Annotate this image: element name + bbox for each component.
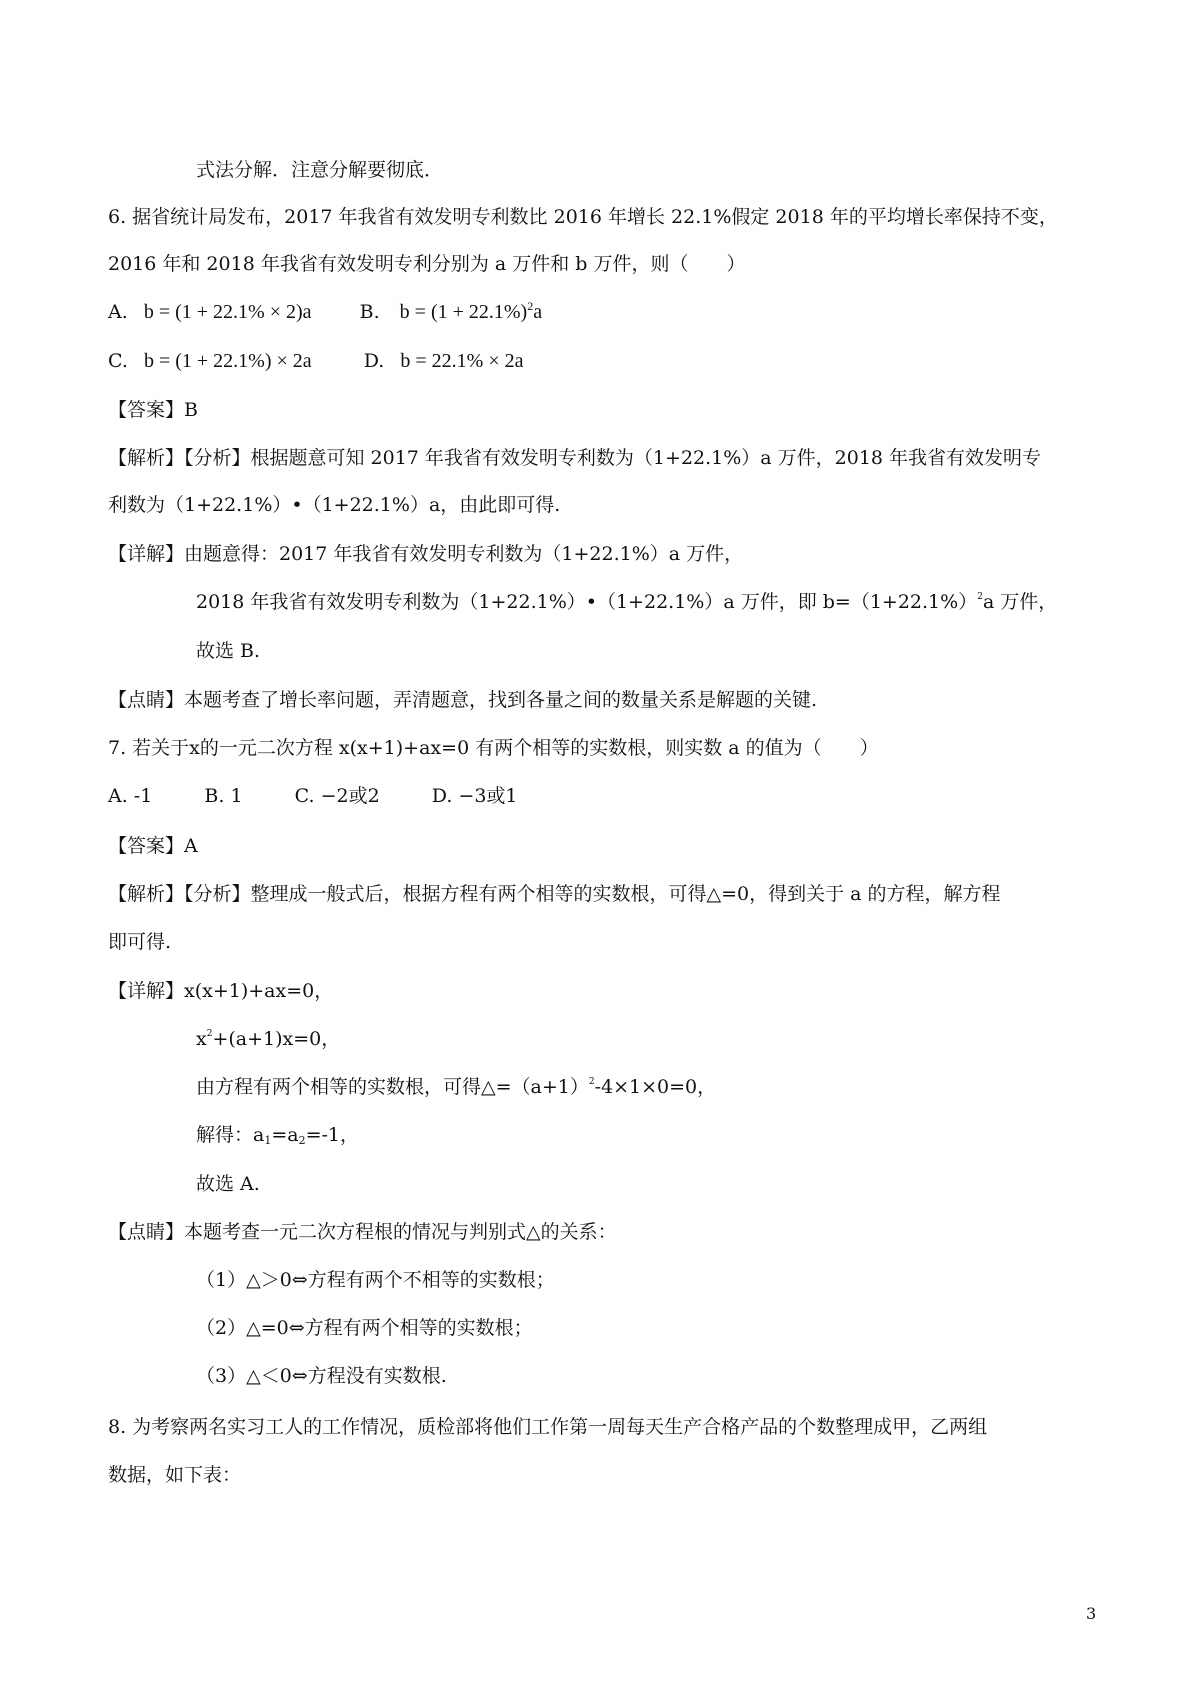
question-6-stem-line-2: 2016 年和 2018 年我省有效发明专利分别为 a 万件和 b 万件，则（ ）: [108, 253, 746, 275]
question-6-analysis-line-2: 利数为（1+22.1%）•（1+22.1%）a，由此即可得.: [108, 494, 561, 516]
question-7-options: [108, 782, 518, 810]
question-7-answer: 【答案】A: [108, 835, 198, 857]
option-c-label: C.: [108, 350, 128, 372]
option-d-label: D.: [363, 350, 385, 372]
text-line: 式法分解．注意分解要彻底．: [196, 159, 444, 181]
option-b: B. 1: [204, 785, 243, 807]
question-7-detail-line-5: 故选 A.: [196, 1173, 260, 1195]
question-8-stem-line-1: 8. 为考察两名实习工人的工作情况，质检部将他们工作第一周每天生产合格产品的个数整理成甲，乙两组: [108, 1416, 988, 1438]
option-b-label: B.: [359, 301, 380, 323]
question-7-comment-item-2: （2）△=0⇔方程有两个相等的实数根；: [196, 1317, 533, 1339]
question-7-stem: 7. 若关于x的一元二次方程 x(x+1)+ax=0 有两个相等的实数根，则实数 a 的值为（ ）: [108, 737, 879, 759]
question-6-detail-line-3: 故选 B.: [196, 640, 261, 662]
question-7-analysis-line-1: 【解析】【分析】整理成一般式后，根据方程有两个相等的实数根，可得△=0，得到关于 a 的方程，解方程: [108, 883, 1001, 905]
question-7-detail-line-2: $x^2+(a+1)x=0$，: [196, 1028, 341, 1050]
question-6-stem-line-1: 6. 据省统计局发布，2017 年我省有效发明专利数比 2016 年增长 22.1%假定 2018 年的平均增长率保持不变，: [108, 206, 1058, 228]
option-c: C. −2或2: [294, 785, 380, 807]
question-6-detail-line-2: 2018 年我省有效发明专利数为（1+22.1%）•（1+22.1%）a 万件，即 $b=(1+22.1\%)^2a$ 万件，: [196, 591, 1058, 613]
question-6-analysis-line-1: 【解析】【分析】根据题意可知 2017 年我省有效发明专利数为（1+22.1%）a 万件，2018 年我省有效发明专: [108, 447, 1042, 469]
question-7-analysis-line-2: 即可得.: [108, 931, 172, 953]
page-number: 3: [1086, 1604, 1097, 1623]
option-d-formula: b = 22.1% × 2a: [400, 350, 524, 372]
option-d: D. −3或1: [431, 785, 518, 807]
question-7-comment-item-3: （3）△＜0⇔方程没有实数根.: [196, 1365, 447, 1387]
option-a: A. -1: [108, 785, 153, 807]
option-b-formula: $b = (1 + 22.1\%)^2a$: [399, 299, 543, 323]
question-8-stem-line-2: 数据，如下表：: [108, 1464, 242, 1486]
option-a-label: A.: [108, 301, 128, 323]
option-a-formula: b = (1 + 22.1% × 2)a: [143, 301, 312, 323]
question-6-answer: 【答案】B: [108, 399, 198, 421]
question-6-detail-line-1: 【详解】由题意得：2017 年我省有效发明专利数为（1+22.1%）a 万件，: [108, 543, 744, 565]
question-7-comment-item-1: （1）△＞0⇔方程有两个不相等的实数根；: [196, 1269, 555, 1291]
question-6-options-row-2: [108, 347, 524, 375]
question-7-detail-line-1: 【详解】x(x+1)+ax=0，: [108, 980, 334, 1002]
question-7-detail-line-4: 解得：$a_1=a_2=-1$，: [196, 1124, 360, 1147]
question-7-comment: 【点睛】本题考查一元二次方程根的情况与判别式△的关系：: [108, 1221, 617, 1243]
question-6-options-row-1: [108, 298, 542, 326]
question-6-comment: 【点睛】本题考查了增长率问题，弄清题意，找到各量之间的数量关系是解题的关键.: [108, 689, 818, 711]
question-7-detail-line-3: 由方程有两个相等的实数根，可得$\triangle=(a+1)^2-4\times 1\times 0=0$，: [196, 1076, 717, 1098]
option-c-formula: b = (1 + 22.1%) × 2a: [143, 350, 312, 372]
